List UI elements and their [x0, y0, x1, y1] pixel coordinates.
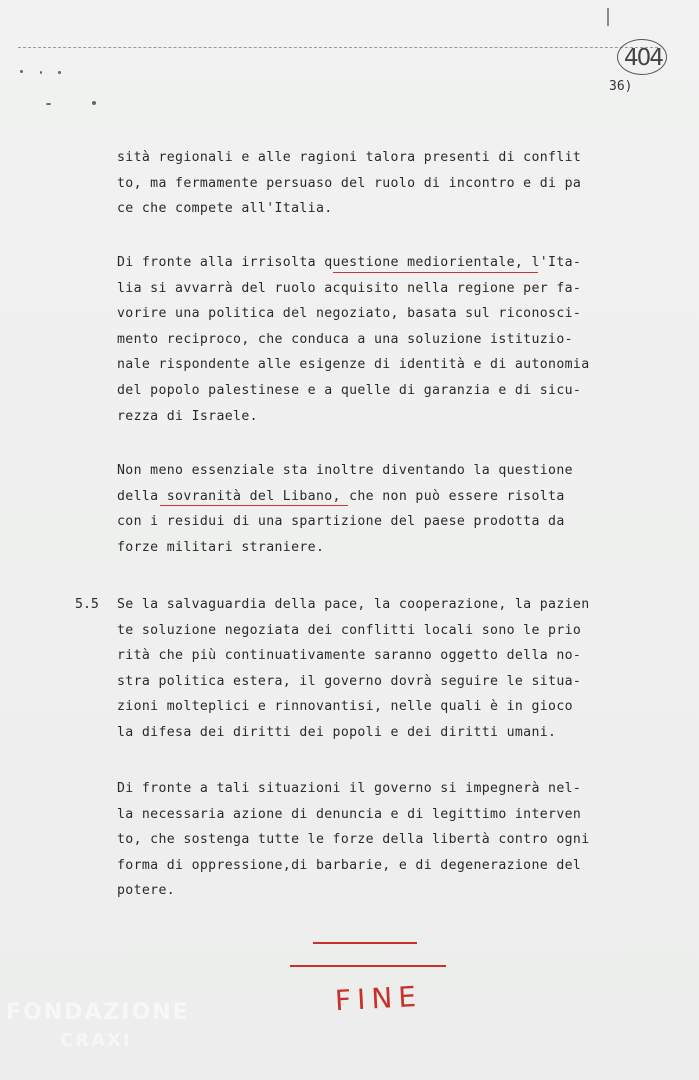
paragraph-6	[117, 776, 590, 904]
text-line: la necessaria azione di denuncia e di legittimo interven	[117, 806, 582, 822]
text-line: Di fronte alla irrisolta questione mediorientale, l'Ita-	[117, 255, 582, 270]
text-line: ce che compete all'Italia.	[117, 201, 333, 217]
text-line: della sovranità del Libano, che non può essere risolta	[117, 488, 565, 504]
archive-number: 404	[619, 38, 667, 78]
top-rule	[18, 47, 658, 48]
text-line: lia si avvarrà del ruolo acquisito nella regione per fa-	[117, 280, 582, 296]
text-line: sità regionali e alle ragioni talora presenti di conflit	[117, 150, 582, 165]
text-line: rità che più continuativamente saranno oggetto della no-	[117, 648, 582, 664]
text-line: zioni molteplici e rinnovantisi, nelle quali è in gioco	[117, 699, 573, 715]
text-line: rezza di Israele.	[117, 408, 258, 424]
speck	[46, 103, 51, 105]
red-underline-libano	[160, 505, 348, 506]
watermark: FONDAZIONE	[6, 1000, 190, 1025]
text-line: te soluzione negoziata dei conflitti locali sono le prio	[117, 622, 582, 638]
text-line: la difesa dei diritti dei popoli e dei diritti umani.	[117, 724, 557, 740]
text-line: mento reciproco, che conduca a una soluzione istituzio-	[117, 331, 573, 347]
edge-mark	[607, 8, 609, 26]
text-line: potere.	[117, 883, 176, 899]
paragraph-3	[117, 458, 573, 560]
speck	[58, 71, 61, 74]
text-line: to, ma fermamente persuaso del ruolo di incontro e di pa	[117, 175, 582, 191]
red-underline-mediorientale	[333, 272, 538, 273]
text-line: stra politica estera, il governo dovrà seguire le situa-	[117, 673, 582, 689]
speck	[92, 101, 96, 105]
text-line: to, che sostenga tutte le forze della libertà contro ogni	[117, 832, 590, 848]
text-line: del popolo palestinese e a quelle di garanzia e di sicu-	[117, 382, 582, 398]
text-line: vorire una politica del negoziato, basata sul riconosci-	[117, 306, 582, 322]
handwritten-fine: FINE	[334, 979, 423, 1018]
paragraph-2	[117, 250, 590, 429]
text-line: con i residui di una spartizione del paese prodotta da	[117, 514, 565, 530]
text-line: Se la salvaguardia della pace, la cooperazione, la pazien	[117, 597, 590, 612]
red-line	[290, 965, 446, 967]
page-number: 36)	[609, 79, 633, 94]
text-line: Di fronte a tali situazioni il governo si impegnerà nel-	[117, 781, 582, 796]
text-line: forze militari straniere.	[117, 539, 325, 555]
red-line	[313, 942, 417, 944]
text-line: nale rispondente alle esigenze di identità e di autonomia	[117, 357, 590, 373]
section-number: 5.5	[75, 597, 99, 612]
watermark: CRAXI	[60, 1030, 132, 1051]
text-line: forma di oppressione,di barbarie, e di degenerazione del	[117, 857, 582, 873]
speck	[20, 70, 23, 73]
text-line: Non meno essenziale sta inoltre diventando la questione	[117, 463, 573, 478]
speck	[40, 71, 42, 74]
paragraph-5	[117, 592, 590, 746]
paragraph-1	[117, 145, 581, 222]
